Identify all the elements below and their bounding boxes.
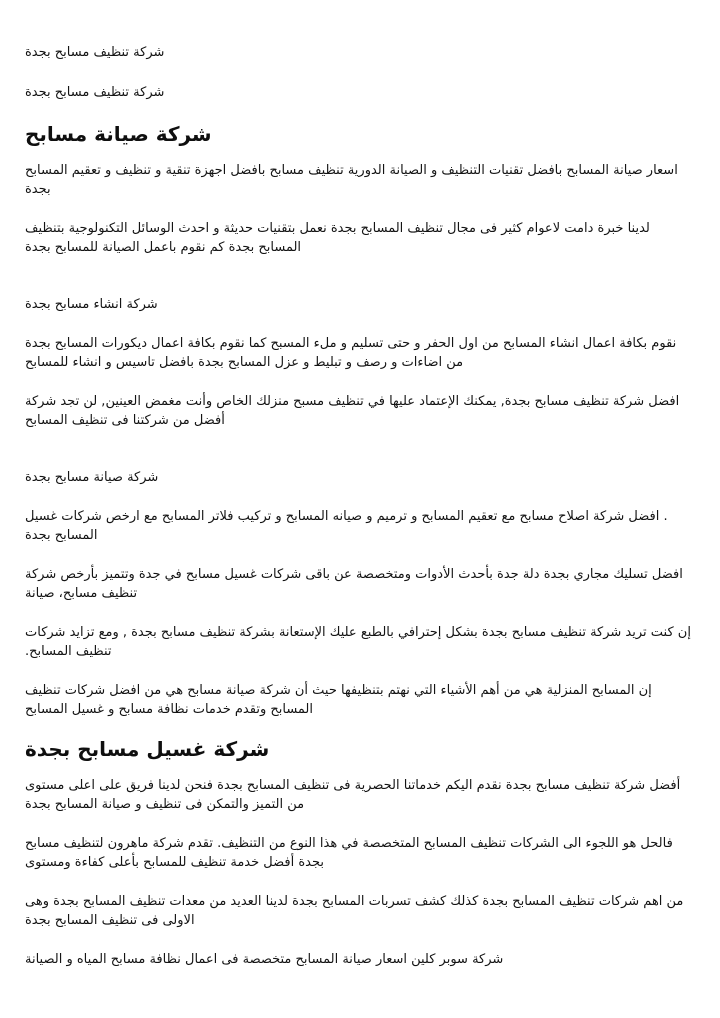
paragraph-2: لدينا خبرة دامت لاعوام كثير فى مجال تنظيف المسابح بجدة نعمل بتقنيات حديثة و احدث الوسائل التكنولوجية بتنظيف المسابح بجدة كم نقوم باعمل الصيانة للمسابح بجدة <box>25 221 650 255</box>
paragraph-11: من اهم شركات تنظيف المسابح بجدة كذلك كشف تسربات المسابح بجدة لدينا العديد من معدات تنظيف المسابح بجدة وهى الاولى فى تنظيف المسابح بجدة <box>25 894 684 928</box>
heading-pool-washing: شركة غسيل مسابح بجدة <box>25 737 270 761</box>
subheading-pool-maintenance-jeddah: شركة صيانة مسابح بجدة <box>25 470 159 485</box>
article-body <box>25 43 692 969</box>
paragraph-10: فالحل هو اللجوء الى الشركات تنظيف المسابح المتخصصة في هذا النوع من التنظيف. تقدم شركة ماهرون لتنظيف مسابح بجدة أفضل خدمة تنظيف للمسابح بأعلى كفاءة ومستوى <box>25 836 673 870</box>
paragraph-6: افضل تسليك مجاري بجدة دلة جدة بأحدث الأدوات ومتخصصة عن باقى شركات غسيل مسابح في جدة وتتميز بأرخص شركة تنظيف مسابح، صيانة <box>25 567 683 601</box>
paragraph-3: نقوم بكافة اعمال انشاء المسابح من اول الحفر و حتى تسليم و ملء المسبح كما نقوم بكافة اعمال ديكورات المسابح بجدة من اضاءات و رصف و تبليط و عزل المسابح بجدة بافضل تاسيس و انشاء للمسابح <box>25 336 677 370</box>
paragraph-8: إن المسابح المنزلية هي من أهم الأشياء التي نهتم بتنظيفها حيث أن شركة صيانة مسابح هي من افضل شركات تنظيف المسابح وتقدم خدمات نظافة مسابح و غسيل المسابح <box>25 683 652 717</box>
paragraph-4: افضل شركة تنظيف مسابح بجدة, يمكنك الإعتماد عليها في تنظيف مسبح منزلك الخاص وأنت مغمض العينين, لن تجد شركة أفضل من شركتنا فى تنظيف المسابح <box>25 394 680 428</box>
paragraph-9: أفضل شركة تنظيف مسابح بجدة نقدم اليكم خدماتنا الحصرية فى تنظيف المسابح بجدة فنحن لدينا فريق على اعلى مستوى من التميز والتمكن فى تنظيف و صيانة المسابح بجدة <box>25 778 681 812</box>
subheading-pool-construction: شركة انشاء مسابح بجدة <box>25 297 158 312</box>
paragraph-7: إن كنت تريد شركة تنظيف مسابح بجدة بشكل إحترافي بالطبع عليك الإستعانة بشركة تنظيف مسابح بجدة , ومع تزايد شركات تنظيف المسابح. <box>25 625 691 659</box>
intro-line-2: شركة تنظيف مسابح بجدة <box>25 85 165 100</box>
intro-line-1: شركة تنظيف مسابح بجدة <box>25 45 165 60</box>
paragraph-1: اسعار صيانة المسابح بافضل تقنيات التنظيف و الصيانة الدورية تنظيف مسابح بافضل اجهزة تنقية و تنظيف و تعقيم المسابح بجدة <box>25 163 678 197</box>
heading-pool-maintenance: شركة صيانة مسابح <box>25 122 212 146</box>
paragraph-12: شركة سوبر كلين اسعار صيانة المسابح متخصصة فى اعمال نظافة مسابح المياه و الصيانة <box>25 952 504 967</box>
paragraph-5: . افضل شركة اصلاح مسابح مع تعقيم المسابح و ترميم و صيانه المسابح و تركيب فلاتر المسابح مع ارخص شركات غسيل المسابح بجدة <box>25 509 668 543</box>
